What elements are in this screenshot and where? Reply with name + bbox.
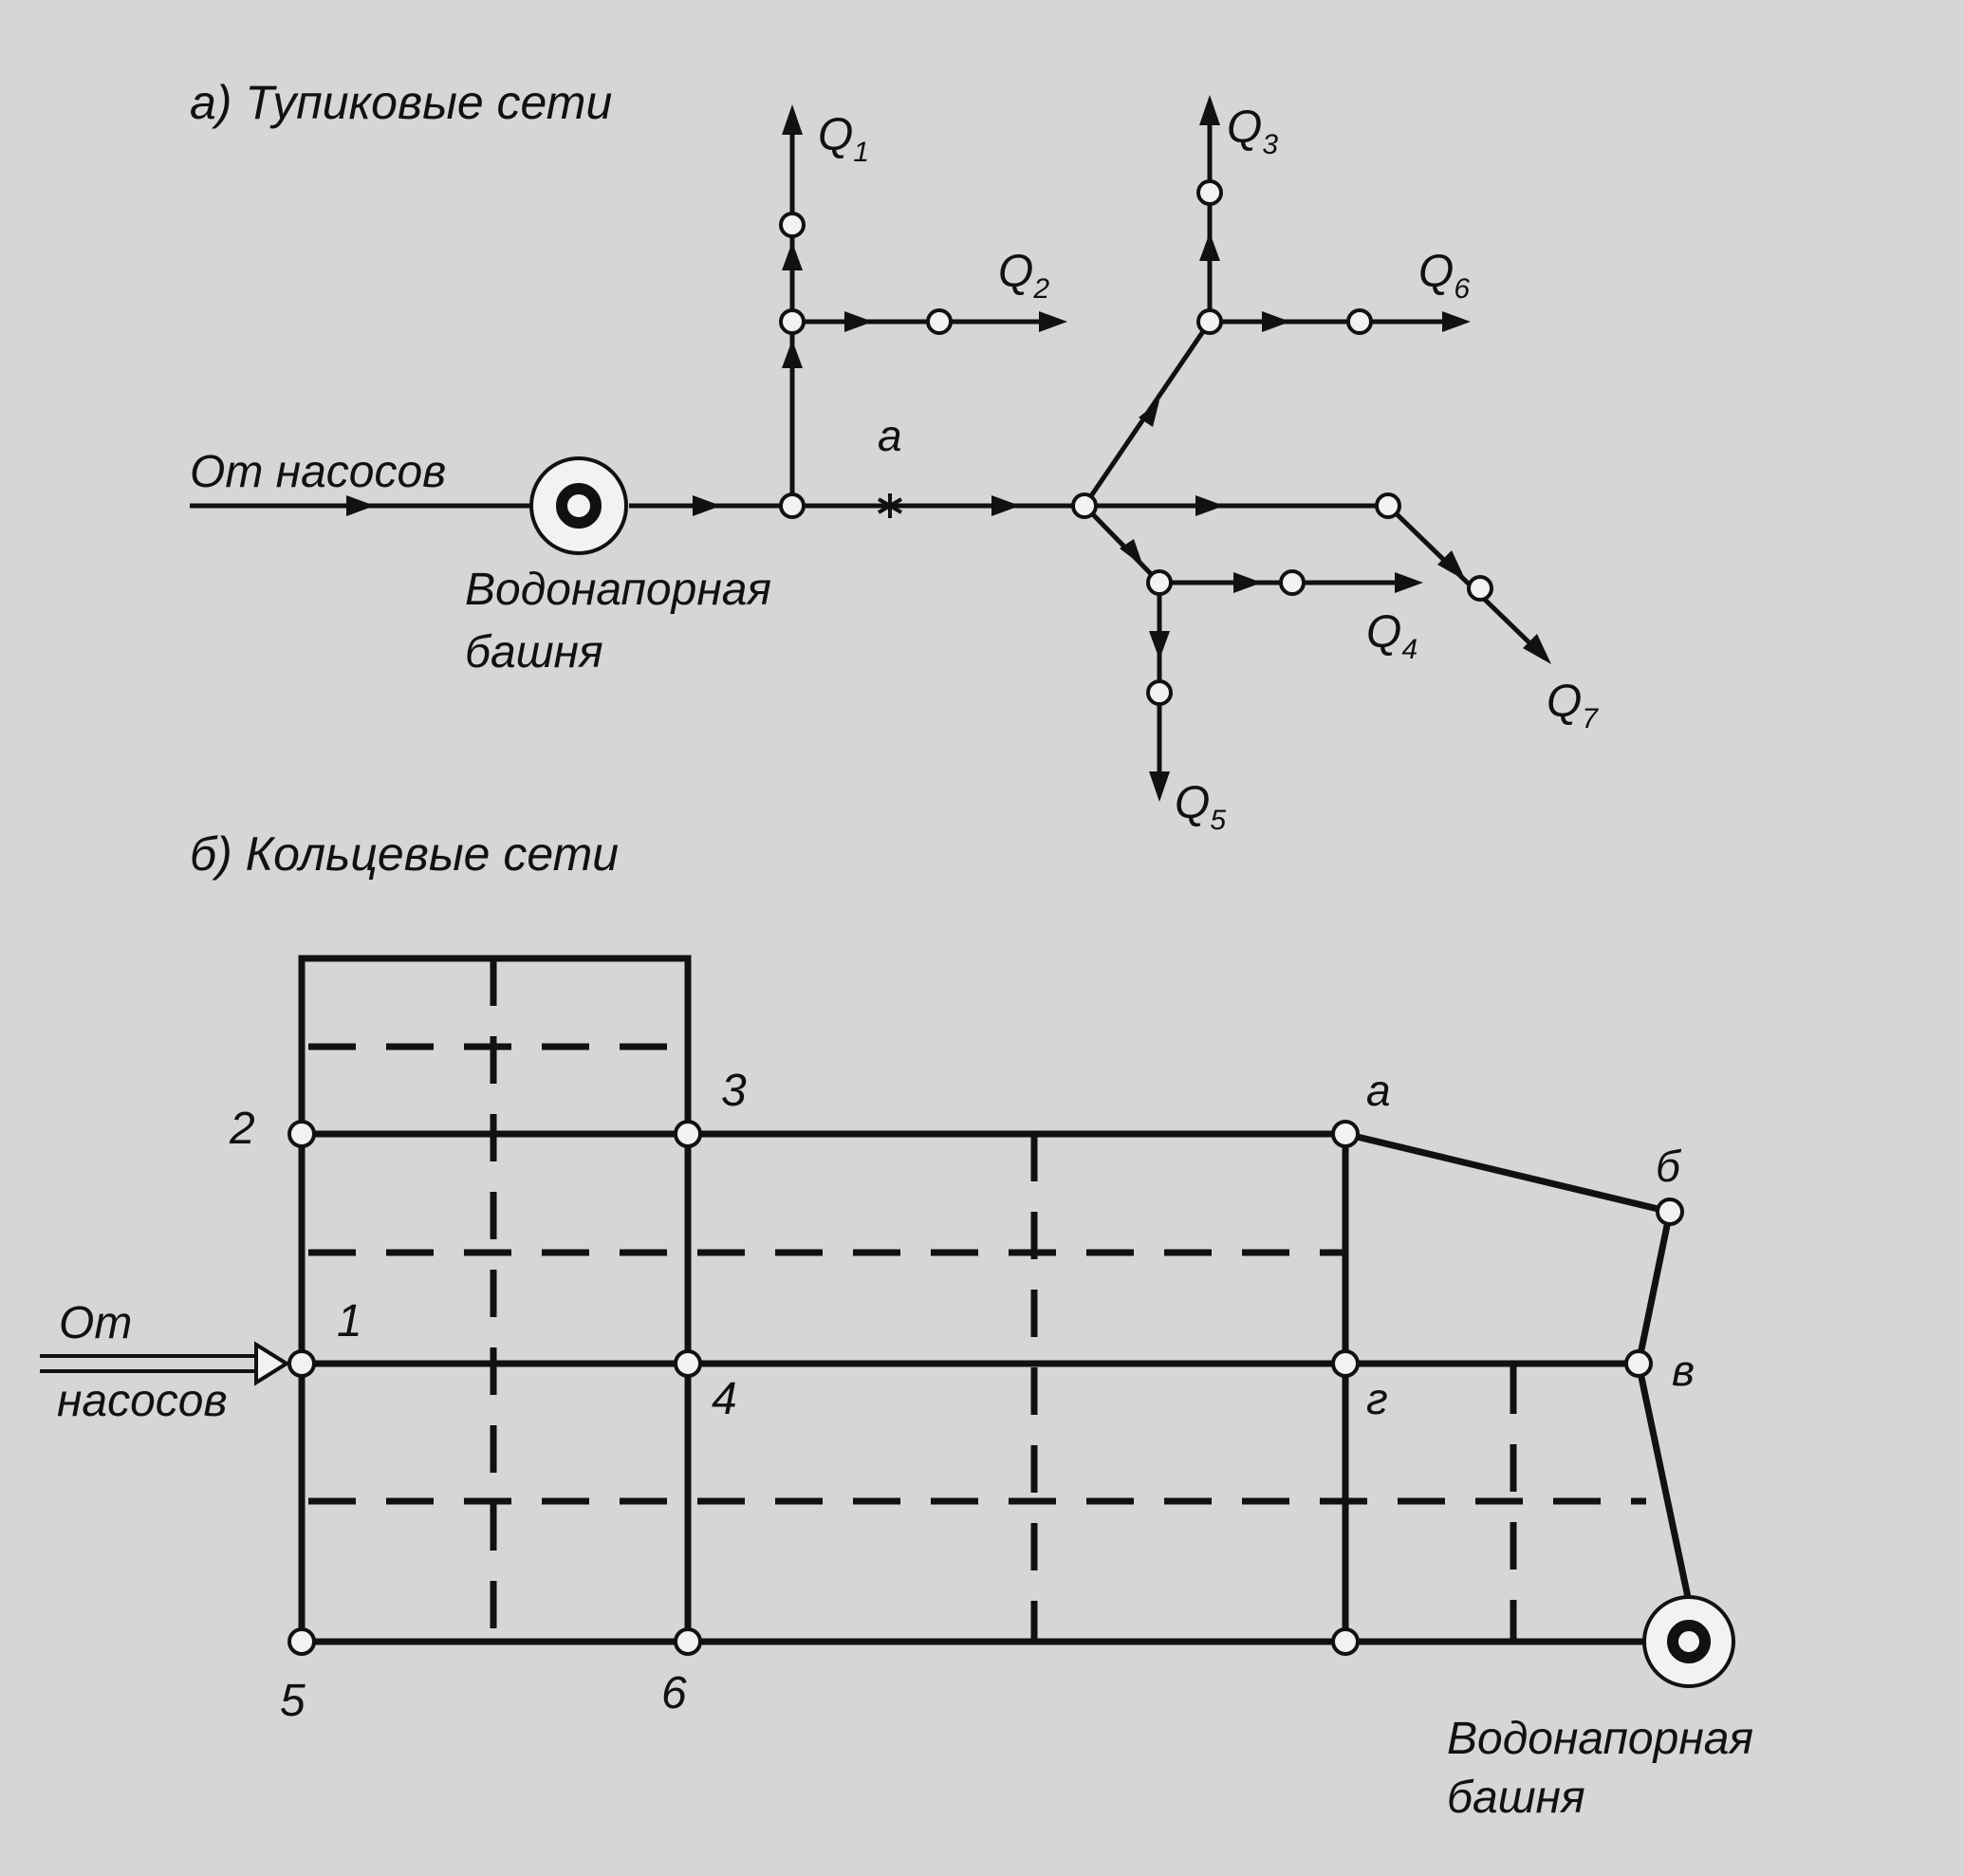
dead-end-network: [190, 76, 1599, 836]
q7-label: $Q_7$: [1547, 677, 1599, 734]
point-a-label: а: [878, 411, 902, 460]
node-5-label: 5: [280, 1676, 306, 1726]
arrow-q4-tip: [1395, 572, 1423, 593]
q6-label: $Q_6$: [1418, 247, 1471, 305]
water-tower-b-icon: [1644, 1597, 1733, 1686]
q2-label: $Q_2$: [998, 247, 1050, 305]
network-b-nodes: [289, 1122, 1682, 1654]
ring-network: [40, 827, 1753, 1823]
arrow-inlet: [346, 495, 375, 516]
tower-label-b-1: Водонапорная: [1447, 1714, 1754, 1764]
arrow-q6-tip: [1442, 311, 1471, 332]
pipe-lower-branch: [1084, 506, 1159, 583]
flow-arrows: [346, 95, 1551, 802]
arrow-q2-1: [844, 311, 873, 332]
node-a-label: а: [1366, 1066, 1391, 1115]
node-1-label: 1: [337, 1296, 362, 1347]
node-3-label: 3: [721, 1066, 747, 1116]
arrow-q2-tip: [1039, 311, 1067, 332]
arrow-main-3: [1195, 495, 1224, 516]
arrow-q4-1: [1233, 572, 1262, 593]
arrow-q1-low: [782, 340, 803, 368]
tower-label-a-1: Водонапорная: [465, 565, 772, 615]
q3-label: $Q_3$: [1227, 102, 1279, 160]
node-4-label: 4: [712, 1374, 737, 1424]
node-2-label: 2: [230, 1104, 255, 1154]
part-b-title: б) Кольцевые сети: [190, 827, 620, 881]
q4-label: $Q_4$: [1366, 607, 1418, 665]
arrow-q5-mid: [1149, 631, 1170, 659]
node-6-label: 6: [661, 1668, 687, 1718]
inlet-label-b-2: насосов: [57, 1376, 228, 1426]
arrow-q6-1: [1262, 311, 1290, 332]
node-v-label: в: [1672, 1346, 1695, 1395]
arrow-main-1: [693, 495, 721, 516]
inlet-label-a: От насосов: [190, 447, 447, 497]
arrow-q1-tip: [782, 104, 803, 135]
inlet-label-b-1: От: [59, 1298, 133, 1348]
water-tower-a-icon: [531, 458, 626, 553]
arrow-q3-tip: [1199, 95, 1220, 125]
tower-label-a-2: башня: [465, 627, 603, 678]
tower-label-b-2: башня: [1447, 1773, 1585, 1823]
arrow-q1-mid: [782, 242, 803, 270]
arrow-q5-tip: [1149, 771, 1170, 802]
arrow-main-2: [991, 495, 1020, 516]
node-g-label: г: [1366, 1374, 1388, 1423]
q1-label: $Q_1$: [818, 110, 870, 168]
node-b-label: б: [1656, 1142, 1680, 1191]
main-ring-pipes: [302, 958, 1689, 1642]
arrow-q3-mid: [1199, 232, 1220, 261]
q5-label: $Q_5$: [1175, 778, 1227, 836]
secondary-dashed-lines: [308, 958, 1646, 1642]
part-a-title: а) Тупиковые сети: [190, 76, 613, 129]
